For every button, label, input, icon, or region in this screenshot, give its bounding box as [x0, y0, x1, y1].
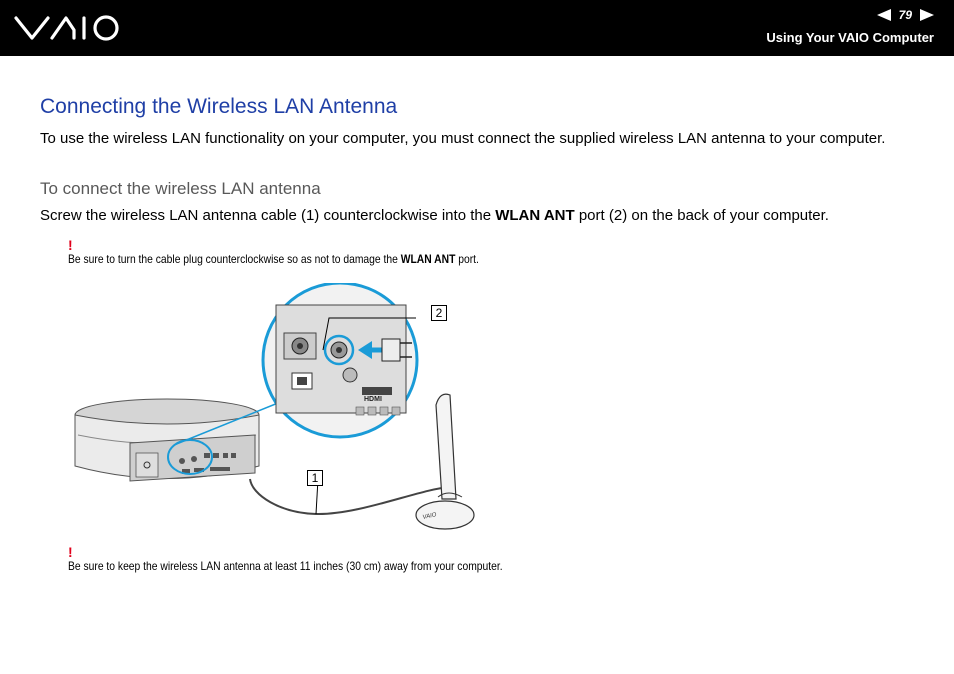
caution-note-1 [68, 252, 479, 266]
page-header [0, 0, 954, 56]
page-navigation [877, 6, 934, 24]
note1-port-name: WLAN ANT [400, 252, 456, 266]
page-title: Connecting the Wireless LAN Antenna [40, 95, 398, 118]
step-instruction [40, 206, 829, 226]
callout-1: 1 [307, 470, 323, 486]
caution-icon: ! [68, 544, 73, 560]
note1-text-before: Be sure to turn the cable plug counterclockwise so as not to damage the [68, 252, 401, 266]
right-arrow-icon[interactable] [920, 9, 934, 21]
procedure-heading: To connect the wireless LAN antenna [40, 179, 321, 198]
section-title: Using Your VAIO Computer [766, 30, 934, 45]
vaio-logo [14, 14, 122, 42]
antenna-logo: VAIO [422, 512, 438, 521]
antenna-connection-figure [70, 283, 490, 541]
hdmi-label: HDMI [364, 396, 382, 403]
port-detail-magnifier [263, 283, 417, 437]
page-number: 79 [898, 8, 912, 22]
port-name: WLAN ANT [495, 207, 575, 224]
note1-text-after: port. [455, 252, 479, 266]
caution-icon: ! [68, 237, 73, 253]
computer-illustration [75, 399, 259, 481]
left-arrow-icon[interactable] [877, 9, 891, 21]
callout-2: 2 [431, 305, 447, 321]
step-text-after: port (2) on the back of your computer. [574, 207, 829, 224]
step-text-before: Screw the wireless LAN antenna cable (1) counterclockwise into the [40, 207, 496, 224]
caution-note-2: Be sure to keep the wireless LAN antenna at least 11 inches (30 cm) away from your computer. [68, 559, 503, 573]
intro-paragraph: To use the wireless LAN functionality on your computer, you must connect the supplied wireless LAN antenna to your computer. [40, 130, 886, 147]
